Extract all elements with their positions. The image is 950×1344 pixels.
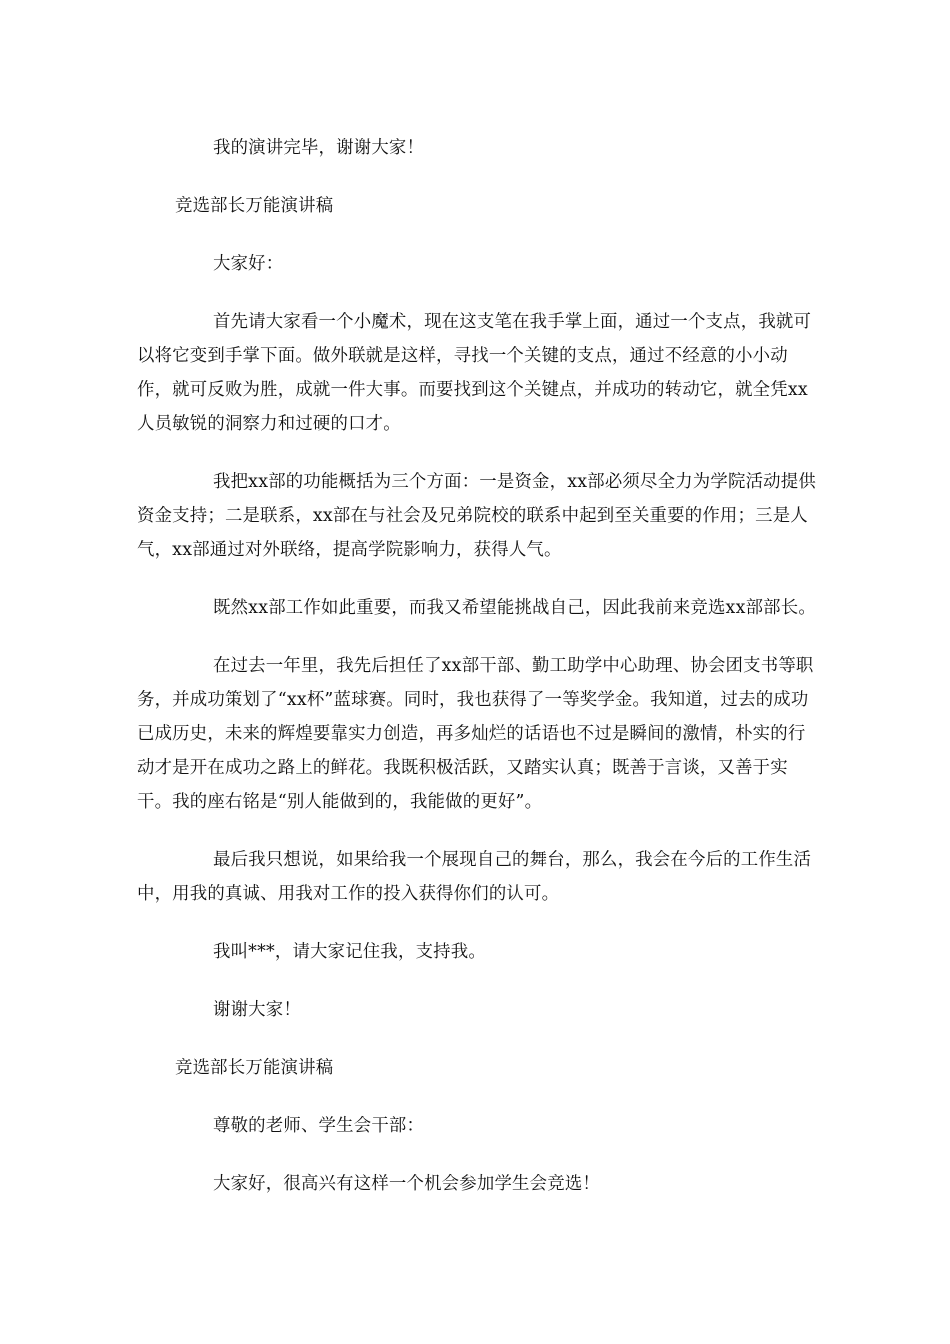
document-body — [137, 131, 817, 1201]
body-paragraph: 我把xx部的功能概括为三个方面：一是资金，xx部必须尽全力为学院活动提供资金支持；二是联系，xx部在与社会及兄弟院校的联系中起到至关重要的作用；三是人气，xx部通过对外联络，提高学院影响力，获得人气。 — [137, 472, 816, 560]
section-title: 竞选部长万能演讲稿 — [175, 1058, 334, 1078]
salutation-paragraph: 尊敬的老师、学生会干部： — [213, 1116, 425, 1136]
body-paragraph: 在过去一年里，我先后担任了xx部干部、勤工助学中心助理、协会团支书等职务，并成功策划了“xx杯”蓝球赛。同时，我也获得了一等奖学金。我知道，过去的成功已成历史，未来的辉煌要靠实力创造，再多灿烂的话语也不过是瞬间的激情，朴实的行动才是开在成功之路上的鲜花。我既积极活跃，又踏实认真；既善于言谈，又善于实干。我的座右铭是“别人能做到的，我能做的更好”。 — [137, 656, 814, 812]
greeting-paragraph: 大家好，很高兴有这样一个机会参加学生会竞选！ — [213, 1174, 600, 1194]
greeting-paragraph: 大家好： — [213, 254, 284, 274]
closing-paragraph: 我的演讲完毕，谢谢大家！ — [213, 138, 425, 158]
body-paragraph: 既然xx部工作如此重要，而我又希望能挑战自己，因此我前来竞选xx部部长。 — [213, 598, 816, 618]
body-paragraph: 首先请大家看一个小魔术，现在这支笔在我手掌上面，通过一个支点，我就可以将它变到手掌下面。做外联就是这样，寻找一个关键的支点，通过不经意的小小动作，就可反败为胜，成就一件大事。而要找到这个关键点，并成功的转动它，就全凭xx人员敏锐的洞察力和过硬的口才。 — [137, 312, 812, 434]
body-paragraph: 最后我只想说，如果给我一个展现自己的舞台，那么，我会在今后的工作生活中，用我的真诚、用我对工作的投入获得你们的认可。 — [137, 850, 812, 904]
closing-paragraph: 谢谢大家！ — [213, 1000, 301, 1020]
section-title: 竞选部长万能演讲稿 — [175, 196, 334, 216]
body-paragraph: 我叫***，请大家记住我，支持我。 — [213, 942, 486, 962]
